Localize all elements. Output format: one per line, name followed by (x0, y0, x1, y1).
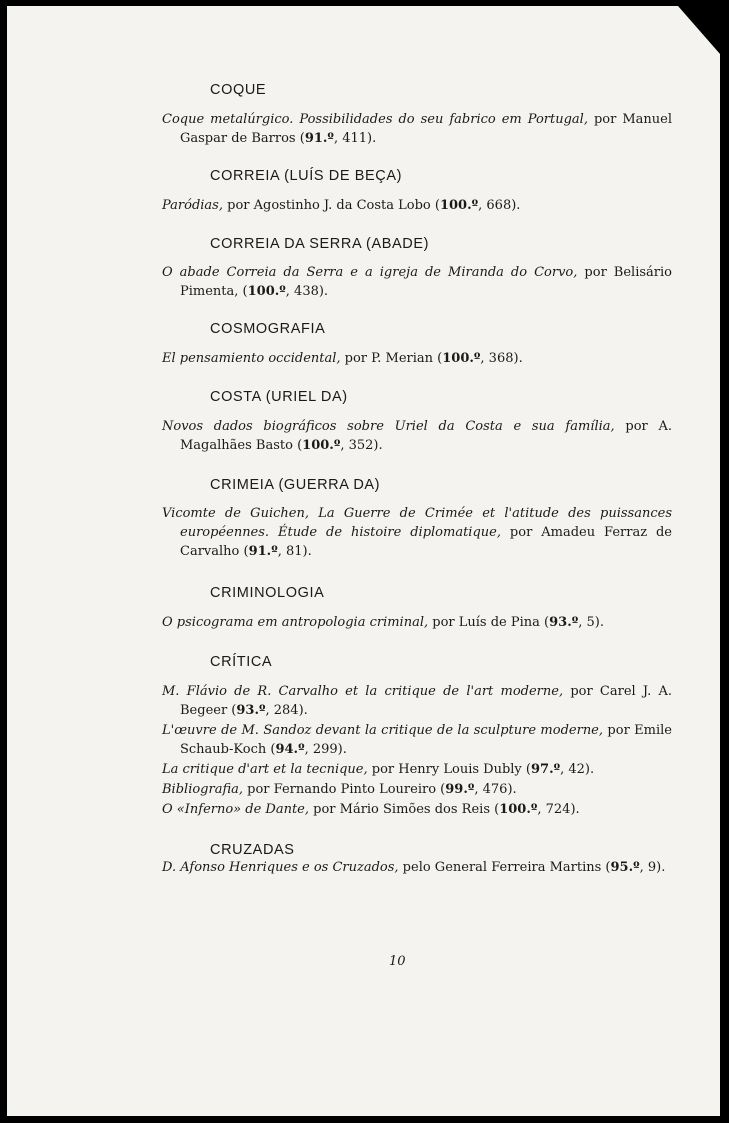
index-entry (162, 349, 672, 368)
entry-title: L'œuvre de M. Sandoz devant la critique de la sculpture moderne, (162, 723, 604, 738)
entry-page: , 284). (265, 703, 308, 718)
entry-page: , 352). (340, 438, 383, 453)
entry-volume: 91.º (248, 544, 278, 559)
entry-volume: 100.º (247, 284, 286, 299)
entry-author: pelo General Ferreira Martins ( (398, 860, 611, 875)
entry-author: por P. Merian ( (340, 351, 443, 366)
entry-author: por Emile Schaub-Koch ( (180, 723, 673, 757)
index-entry (162, 682, 672, 720)
section-heading: CRUZADAS (210, 842, 295, 858)
entry-author: por Amadeu Ferraz de Carvalho ( (180, 525, 672, 559)
section-heading: CORREIA (LUÍS DE BEÇA) (210, 168, 403, 184)
entry-author: por Henry Louis Dubly ( (367, 762, 531, 777)
entry-volume: 94.º (275, 742, 305, 757)
entry-volume: 99.º (445, 782, 475, 797)
entry-author: por Mário Simões dos Reis ( (309, 802, 500, 817)
index-content (162, 68, 672, 877)
entry-title: Paródias, (162, 198, 223, 213)
entry-title: Vicomte de Guichen, La Guerre de Crimée et l'atitude des puissances européennes. Étude de histoire diplomatique, (162, 506, 672, 540)
section-heading: COSMOGRAFIA (210, 321, 326, 337)
entry-title: Coque metalúrgico. Possibilidades do seu fabrico em Portugal, (162, 112, 588, 127)
entry-title: D. Afonso Henriques e os Cruzados, (162, 860, 399, 875)
document-page (7, 6, 720, 1116)
entry-page: , 411). (333, 131, 377, 146)
entry-volume: 93.º (236, 703, 266, 718)
entry-page: , 724). (537, 802, 580, 817)
index-entry (162, 417, 672, 455)
page-corner-fold (678, 6, 720, 54)
entry-volume: 95.º (610, 860, 640, 875)
entry-author: por Agostinho J. da Costa Lobo ( (223, 198, 440, 213)
entry-volume: 97.º (530, 762, 561, 777)
section-heading: CRIMINOLOGIA (210, 585, 325, 601)
entry-title: El pensamiento occidental, (162, 351, 341, 366)
index-entry (162, 858, 672, 877)
entry-volume: 100.º (442, 351, 481, 366)
section-heading: CRIMEIA (GUERRA DA) (210, 477, 381, 493)
section-heading: COQUE (210, 82, 267, 98)
entry-title: Novos dados biográficos sobre Uriel da Costa e sua família, (162, 419, 615, 434)
entry-page: , 299). (304, 742, 347, 757)
index-entry (162, 196, 672, 215)
entry-author: por Fernando Pinto Loureiro ( (243, 782, 446, 797)
entry-page: , 42). (560, 762, 595, 777)
index-entry (162, 800, 672, 819)
entry-page: , 668). (478, 198, 521, 213)
section-heading: COSTA (URIEL DA) (210, 389, 348, 405)
entry-page: , 476). (474, 782, 517, 797)
entry-volume: 100.º (439, 198, 479, 213)
index-entry (162, 110, 672, 148)
index-entry (162, 721, 672, 759)
entry-volume: 91.º (304, 131, 334, 146)
entry-page: , 9). (639, 860, 666, 875)
index-entry (162, 504, 672, 561)
entry-title: Bibliografia, (162, 782, 244, 797)
entry-title: O «Inferno» de Dante, (162, 802, 309, 817)
entry-volume: 93.º (549, 615, 579, 630)
entry-page: , 81). (277, 544, 312, 559)
section-heading: CRÍTICA (210, 654, 273, 670)
entry-volume: 100.º (499, 802, 538, 817)
section-heading: CORREIA DA SERRA (ABADE) (210, 236, 430, 252)
entry-title: M. Flávio de R. Carvalho et la critique de l'art moderne, (162, 684, 564, 699)
index-entry (162, 263, 672, 301)
entry-title: O abade Correia da Serra e a igreja de Miranda do Corvo, (162, 265, 578, 280)
page-number: 10 (389, 954, 406, 969)
entry-author: por A. Magalhães Basto ( (180, 419, 672, 453)
entry-page: , 368). (480, 351, 523, 366)
entry-author: por Carel J. A. Begeer ( (180, 684, 673, 718)
entry-volume: 100.º (302, 438, 341, 453)
entry-page: , 438). (285, 284, 329, 299)
index-entry (162, 780, 672, 799)
entry-author: por Belisário Pimenta, ( (180, 265, 672, 299)
index-entry (162, 613, 672, 632)
index-entry (162, 760, 672, 779)
entry-title: O psicograma em antropologia criminal, (162, 615, 429, 630)
entry-author: por Manuel Gaspar de Barros ( (180, 112, 672, 146)
entry-author: por Luís de Pina ( (428, 615, 550, 630)
entry-page: , 5). (578, 615, 604, 630)
entry-title: La critique d'art et la tecnique, (162, 762, 368, 777)
